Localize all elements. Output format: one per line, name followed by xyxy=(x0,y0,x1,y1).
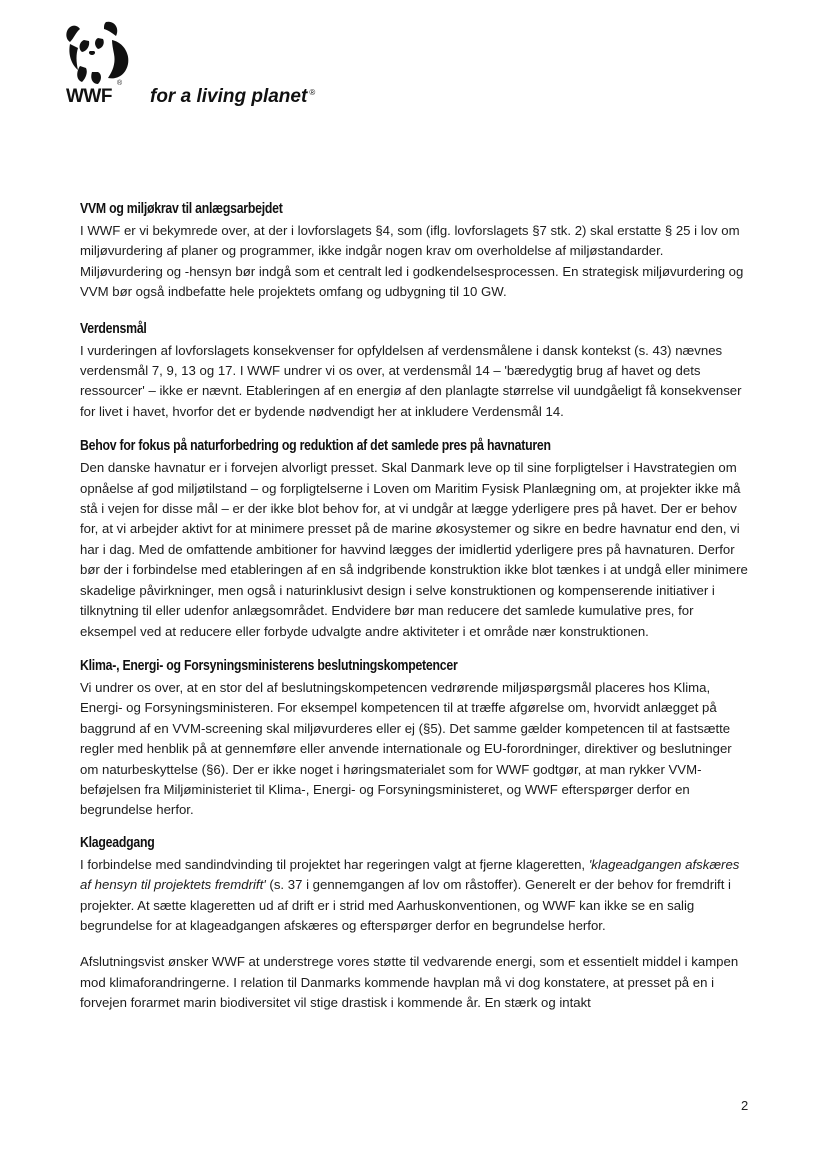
document-body xyxy=(80,200,748,1014)
paragraph-text: (s. 37 i gennemgangen af lov om råstoffer). Generelt er der behov for fremdrift i projekter. At sætte klageretten ud af drift er i strid med Aarhuskonventionen, og WWF kan ikke se en salig begrundelse for at klageadgangen afskæres og efterspørger derfor en begrundelse herfor. xyxy=(80,877,731,933)
section-paragraph xyxy=(80,855,748,937)
tagline-registered-mark: ® xyxy=(309,87,316,97)
panda-icon xyxy=(62,18,142,88)
section-heading: Verdensmål xyxy=(80,319,147,337)
tagline-text: for a living planet xyxy=(150,86,308,107)
tagline xyxy=(150,86,315,108)
section-verdensmaal xyxy=(80,320,748,423)
registered-mark: ® xyxy=(117,80,123,87)
section-naturforbedring xyxy=(80,437,748,642)
wwf-logo-text: WWF xyxy=(66,86,112,107)
closing-paragraph: Afslutningsvist ønsker WWF at understrege vores støtte til vedvarende energi, som et essentielt middel i kampen mod klimaforandringerne. I relation til Danmarks kommende havplan må vi dog konstatere, at presset på en i forvejen forarmet marin biodiversitet vil stige drastisk i kommende år. En stærk og intakt xyxy=(80,954,739,1011)
section-paragraph: I vurderingen af lovforslagets konsekvenser for opfyldelsen af verdensmålene i dansk kontekst (s. 43) nævnes verdensmål 7, 9, 13 og 17. I WWF undrer vi os over, at verdensmål 14 – 'bæredygtig brug af havet og dets ressourcer' – ikke er nævnt. Etableringen af en energiø af den planlagte størrelse vil uundgåeligt få konsekvenser for livet i havet, hvorfor det er bydende nødvendigt her at inkludere Verdensmål 14. xyxy=(80,342,742,419)
paragraph-text: I forbindelse med sandindvinding til projektet har regeringen valgt at fjerne klageretten, xyxy=(80,856,589,872)
section-heading: Behov for fokus på naturforbedring og reduktion af det samlede pres på havnaturen xyxy=(80,437,551,455)
section-heading: Klageadgang xyxy=(80,833,155,851)
section-beslutningskompetencer xyxy=(80,657,748,821)
section-paragraph: I WWF er vi bekymrede over, at der i lovforslagets §4, som (iflg. lovforslagets §7 stk. 2) skal erstatte § 25 i lov om miljøvurdering af planer og programmer, ikke indgår nogen krav om overholdelse af miljøstandarder. Miljøvurdering og -hensyn bør indgå som et centralt led i godkendelsesprocessen. En strategisk miljøvurdering og VVM bør også indbefatte hele projektets omfang og udbygning til 10 GW. xyxy=(80,223,744,300)
section-heading: Klima-, Energi- og Forsyningsministerens beslutningskompetencer xyxy=(80,656,458,674)
section-vvm xyxy=(80,200,748,303)
section-paragraph: Den danske havnatur er i forvejen alvorligt presset. Skal Danmark leve op til sine forpligtelser i Havstrategien om opnåelse af god miljøtilstand – og forpligtelserne i Loven om Maritim Fysisk Planlægning om, at projekter ikke må stå i vejen for disse mål – er der ikke blot behov for, at vi undgår at lægge yderligere pres på havet. Der er behov for, at vi arbejder aktivt for at minimere presset på de marine økosystemer og sikre en bedre havnatur end den, vi har i dag. Med de omfattende ambitioner for havvind lægges der imidlertid yderligere pres på havnaturen. Derfor bør der i forbindelse med etableringen af en så indgribende konstruktion ikke blot tænkes i at undgå eller minimere skadelige påvirkninger, men også i naturinklusivt design i selve konstruktionen og kompenserende initiativer i tilknytning til eller udenfor anlægsområdet. Endvidere bør man reducere det samlede kumulative pres, for eksempel ved at reducere eller forbyde udvalgte andre aktiviteter i et område nær konstruktionen. xyxy=(80,460,748,639)
paragraph-quote: 'klageadgangen afskæres af hensyn til projektets fremdrift' xyxy=(80,856,740,893)
section-heading: VVM og miljøkrav til anlægsarbejdet xyxy=(80,200,283,217)
section-klageadgang xyxy=(80,834,748,937)
page-number: 2 xyxy=(741,1098,749,1113)
section-paragraph: Vi undrer os over, at en stor del af beslutningskompetencen vedrørende miljøspørgsmål placeres hos Klima, Energi- og Forsyningsministeren. For eksempel kompetencen til at træffe afgørelse om, hvorvidt anlægget på baggrund af en VVM-screening skal miljøvurderes eller ej (§5). Det samme gælder kompetencen til at fastsætte regler med henblik på at gennemføre eller anvende internationale og EU-forordninger, direktiver og beslutninger om naturbeskyttelse (§6). Der er ikke noget i høringsmaterialet som for WWF godtgør, at man rykker VVM-beføjelsen fra Miljøministeriet til Klima-, Energi- og Forsyningsministeret, og WWF efterspørger derfor en begrundelse herfor. xyxy=(80,679,732,818)
